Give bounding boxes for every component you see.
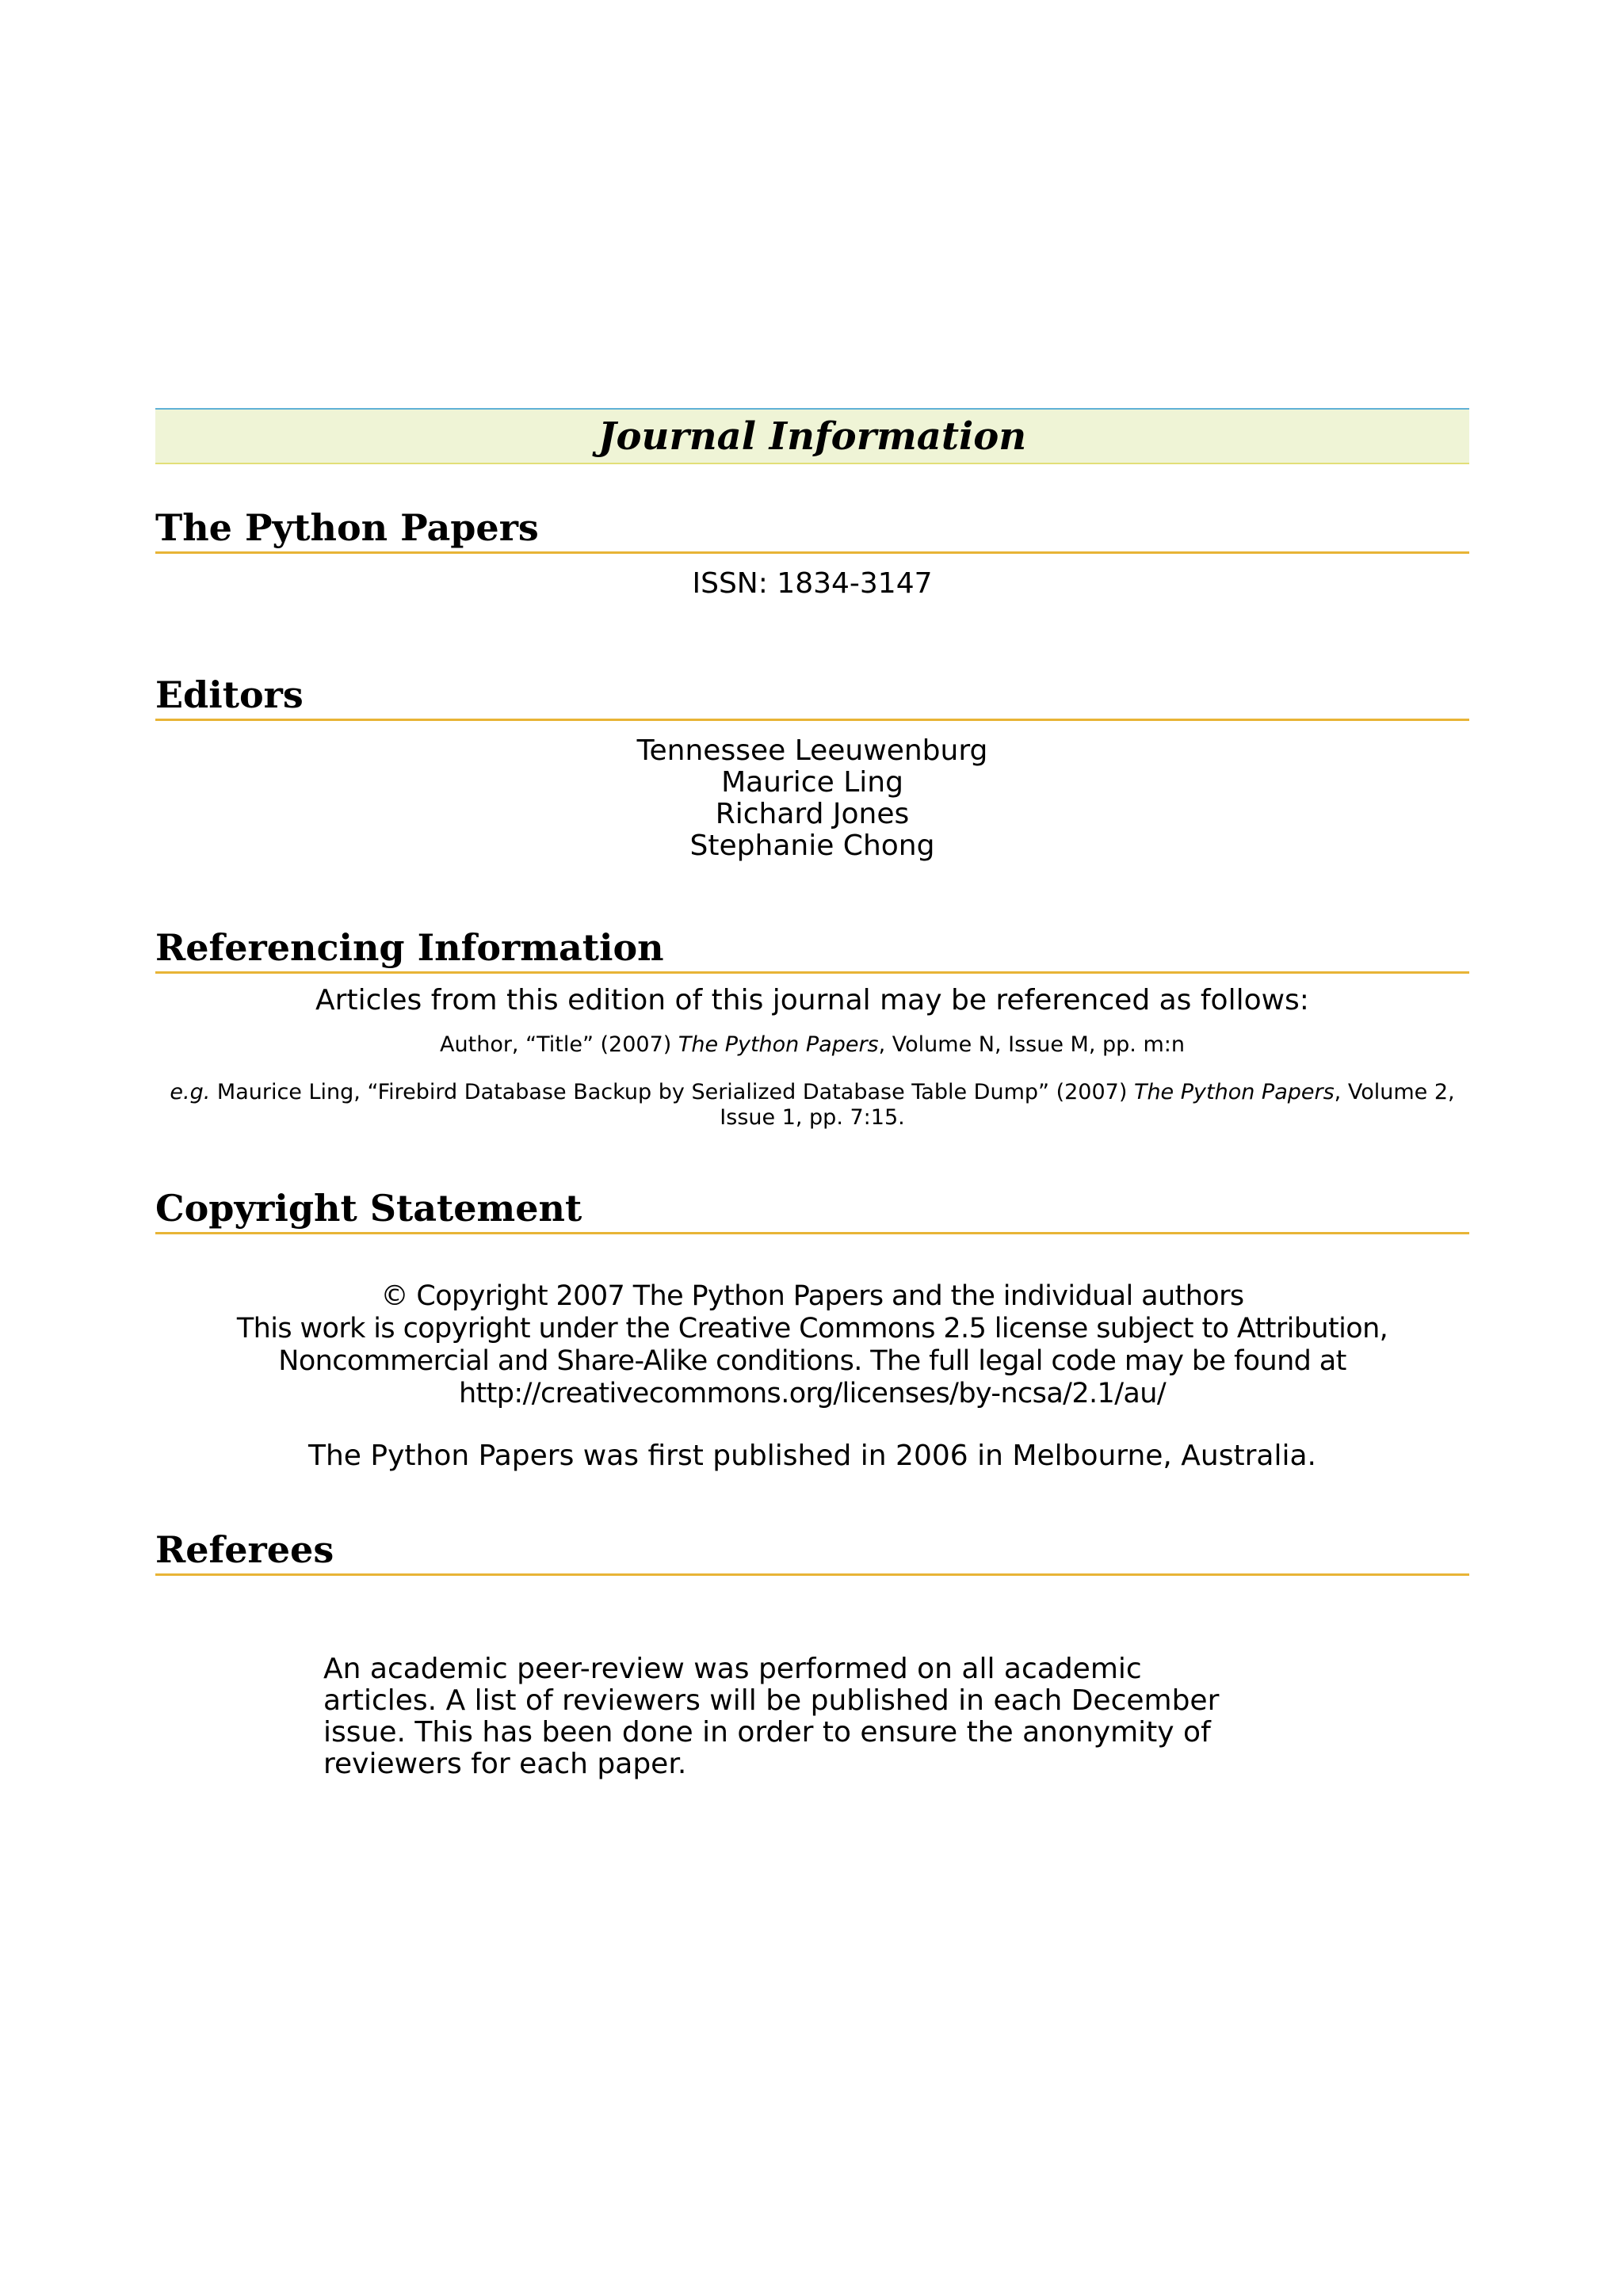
editors-heading: Editors [155, 673, 1469, 721]
journal-info-page [155, 408, 1469, 1780]
issn-text: ISSN: 1834-3147 [692, 567, 933, 600]
journal-info-banner [155, 408, 1469, 464]
reference-template [155, 1032, 1469, 1058]
editor-name: Maurice Ling [721, 766, 903, 799]
editor-name: Stephanie Chong [689, 830, 935, 862]
editor-name: Tennessee Leeuwenburg [636, 734, 988, 767]
example-pre: Maurice Ling, “Firebird Database Backup by Serialized Database Table Dump” (2007) [210, 1080, 1134, 1104]
template-journal: The Python Papers [678, 1032, 879, 1057]
copyright-section [155, 1186, 1469, 1472]
referees-heading: Referees [155, 1527, 1469, 1576]
published-text: The Python Papers was first published in 2006 in Melbourne, Australia. [307, 1440, 1316, 1472]
editor-name: Richard Jones [715, 798, 910, 830]
example-eg: e.g. [170, 1080, 211, 1104]
referees-section [155, 1527, 1469, 1780]
journal-section [155, 505, 1469, 600]
editors-list [155, 735, 1469, 862]
template-pre: Author, “Title” (2007) [440, 1032, 678, 1057]
example-post: , Volume 2, Issue 1, pp. 7:15. [720, 1080, 1455, 1130]
editors-section [155, 673, 1469, 862]
reference-example [155, 1080, 1469, 1131]
referencing-intro: Articles from this edition of this journal may be referenced as follows: [315, 984, 1309, 1016]
example-journal: The Python Papers [1133, 1080, 1335, 1104]
journal-heading: The Python Papers [155, 505, 1469, 554]
copyright-line: © Copyright 2007 The Python Papers and the individual authors [380, 1280, 1244, 1312]
copyright-heading: Copyright Statement [155, 1186, 1469, 1234]
license-text: This work is copyright under the Creative Commons 2.5 license subject to Attribution, Noncommercial and Share-Alike conditions. The full legal code may be found at http://creativecommons.org/licenses/by-ncsa/2.1/au/ [236, 1313, 1388, 1409]
referencing-heading: Referencing Information [155, 925, 1469, 974]
banner-title: Journal Information [598, 414, 1027, 459]
referees-text: An academic peer-review was performed on all academic articles. A list of reviewers will be published in each December issue. This has been done in order to ensure the anonymity of reviewers for each paper. [323, 1653, 1220, 1780]
template-post: , Volume N, Issue M, pp. m:n [878, 1032, 1185, 1057]
referencing-section [155, 925, 1469, 1131]
